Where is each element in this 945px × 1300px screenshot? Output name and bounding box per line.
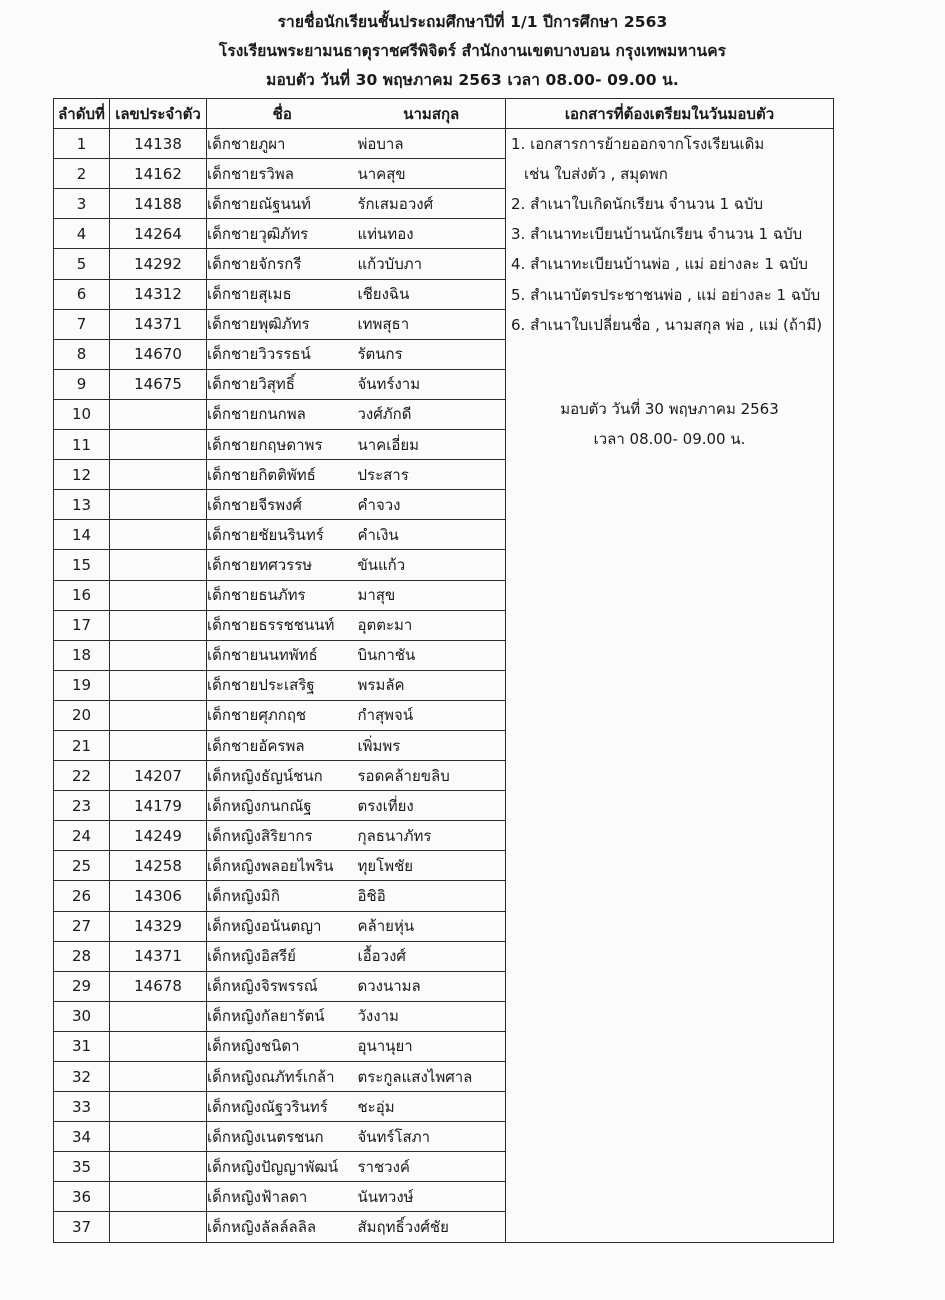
header-documents: เอกสารที่ต้องเตรียมในวันมอบตัว	[506, 99, 834, 129]
row-number: 13	[54, 490, 110, 520]
row-number: 22	[54, 761, 110, 791]
student-id-cell: 14258	[110, 851, 207, 881]
row-number: 4	[54, 219, 110, 249]
student-surname-cell: เพิ่มพร	[358, 730, 506, 760]
student-surname-cell: รอดคล้ายขลิบ	[358, 761, 506, 791]
student-surname-cell: คำจวง	[358, 490, 506, 520]
student-surname-cell: วงศ์ภักดี	[358, 399, 506, 429]
student-id-cell	[110, 1031, 207, 1061]
student-name-cell: เด็กชายวิสุทธิ์	[207, 369, 358, 399]
student-id-cell	[110, 1122, 207, 1152]
student-id-cell	[110, 490, 207, 520]
student-name-cell: เด็กชายกฤษดาพร	[207, 430, 358, 460]
student-surname-cell: ดวงนามล	[358, 971, 506, 1001]
student-id-cell: 14138	[110, 129, 207, 159]
student-name-cell: เด็กชายรวิพล	[207, 159, 358, 189]
student-id-cell: 14179	[110, 791, 207, 821]
student-id-cell	[110, 670, 207, 700]
student-surname-cell: อุตตะมา	[358, 610, 506, 640]
document-item: 6. สำเนาใบเปลี่ยนชื่อ , นามสกุล พ่อ , แม่ (ถ้ามี)	[511, 315, 823, 334]
student-surname-cell: กำสุพจน์	[358, 700, 506, 730]
student-name-cell: เด็กชายพุฒิภัทร	[207, 309, 358, 339]
student-id-cell	[110, 460, 207, 490]
student-name-cell: เด็กชายอัครพล	[207, 730, 358, 760]
student-name-cell: เด็กชายธรรชชนนท์	[207, 610, 358, 640]
student-name-cell: เด็กชายจีรพงศ์	[207, 490, 358, 520]
student-surname-cell: คล้ายหุ่น	[358, 911, 506, 941]
document-item: 3. สำเนาทะเบียนบ้านนักเรียน จำนวน 1 ฉบับ	[511, 225, 803, 244]
student-id-cell: 14329	[110, 911, 207, 941]
row-number: 24	[54, 821, 110, 851]
student-surname-cell: ราชวงค์	[358, 1152, 506, 1182]
row-number: 19	[54, 670, 110, 700]
student-name-cell: เด็กชายนนทพัทธ์	[207, 640, 358, 670]
row-number: 11	[54, 430, 110, 460]
student-id-cell: 14678	[110, 971, 207, 1001]
row-number: 9	[54, 369, 110, 399]
student-name-cell: เด็กชายจักรกรี	[207, 249, 358, 279]
row-number: 5	[54, 249, 110, 279]
row-number: 18	[54, 640, 110, 670]
row-number: 26	[54, 881, 110, 911]
student-id-cell	[110, 730, 207, 760]
student-id-cell	[110, 550, 207, 580]
student-surname-cell: จันทร์โสภา	[358, 1122, 506, 1152]
student-name-cell: เด็กหญิงธัญน์ชนก	[207, 761, 358, 791]
student-name-cell: เด็กชายวิวรรธน์	[207, 339, 358, 369]
header-student-id: เลขประจำตัว	[110, 99, 207, 129]
student-name-cell: เด็กหญิงปัญญาพัฒน์	[207, 1152, 358, 1182]
title-line: รายชื่อนักเรียนชั้นประถมศึกษาปีที่ 1/1 ปีการศึกษา 2563	[277, 13, 668, 31]
student-surname-cell: เอื้อวงศ์	[358, 941, 506, 971]
student-id-cell: 14670	[110, 339, 207, 369]
student-id-cell	[110, 1092, 207, 1122]
student-name-cell: เด็กชายศุภกฤช	[207, 700, 358, 730]
document-item: 5. สำเนาบัตรประชาชนพ่อ , แม่ อย่างละ 1 ฉบับ	[511, 285, 821, 304]
row-number: 14	[54, 520, 110, 550]
student-surname-cell: นันทวงษ์	[358, 1182, 506, 1212]
student-id-cell: 14675	[110, 369, 207, 399]
student-name-cell: เด็กหญิงลัลล์ลลิล	[207, 1212, 358, 1242]
student-name-cell: เด็กชายกิตติพัทธ์	[207, 460, 358, 490]
student-surname-cell: ชะอุ่ม	[358, 1092, 506, 1122]
student-id-cell: 14312	[110, 279, 207, 309]
student-id-cell	[110, 520, 207, 550]
student-surname-cell: อุนานุยา	[358, 1031, 506, 1061]
row-number: 15	[54, 550, 110, 580]
student-surname-cell: นาคเอี่ยม	[358, 430, 506, 460]
student-name-cell: เด็กชายสุเมธ	[207, 279, 358, 309]
row-number: 30	[54, 1001, 110, 1031]
student-surname-cell: แท่นทอง	[358, 219, 506, 249]
row-number: 1	[54, 129, 110, 159]
school-line: โรงเรียนพระยามนธาตุราชศรีพิจิตร์ สำนักงานเขตบางบอน กรุงเทพมหานคร	[218, 42, 727, 60]
student-id-cell	[110, 1001, 207, 1031]
row-number: 6	[54, 279, 110, 309]
student-name-cell: เด็กหญิงมิกิ	[207, 881, 358, 911]
student-id-cell	[110, 610, 207, 640]
student-name-cell: เด็กหญิงณัฐวรินทร์	[207, 1092, 358, 1122]
student-id-cell	[110, 1212, 207, 1242]
student-surname-cell: รัตนกร	[358, 339, 506, 369]
handover-date: มอบตัว วันที่ 30 พฤษภาคม 2563	[560, 399, 779, 418]
student-id-cell: 14371	[110, 309, 207, 339]
student-id-cell: 14207	[110, 761, 207, 791]
student-surname-cell: ตรงเที่ยง	[358, 791, 506, 821]
student-id-cell: 14188	[110, 189, 207, 219]
row-number: 10	[54, 399, 110, 429]
row-number: 21	[54, 730, 110, 760]
student-name-cell: เด็กชายณัฐนนท์	[207, 189, 358, 219]
row-number: 27	[54, 911, 110, 941]
student-surname-cell: แก้วบับภา	[358, 249, 506, 279]
row-number: 8	[54, 339, 110, 369]
student-id-cell	[110, 700, 207, 730]
document-item: เช่น ใบส่งตัว , สมุดพก	[524, 165, 668, 184]
student-name-cell: เด็กหญิงเนตรชนก	[207, 1122, 358, 1152]
header-surname: นามสกุล	[358, 99, 506, 129]
student-id-cell	[110, 1182, 207, 1212]
row-number: 7	[54, 309, 110, 339]
student-id-cell	[110, 1152, 207, 1182]
student-surname-cell: ประสาร	[358, 460, 506, 490]
table-header-row	[54, 99, 834, 129]
table-row	[54, 129, 834, 159]
student-surname-cell: สัมฤทธิ์วงศ์ชัย	[358, 1212, 506, 1242]
student-id-cell: 14162	[110, 159, 207, 189]
student-surname-cell: เชียงฉิน	[358, 279, 506, 309]
student-name-cell: เด็กหญิงสิริยากร	[207, 821, 358, 851]
row-number: 34	[54, 1122, 110, 1152]
student-name-cell: เด็กหญิงจิรพรรณ์	[207, 971, 358, 1001]
row-number: 17	[54, 610, 110, 640]
row-number: 31	[54, 1031, 110, 1061]
roster-body	[54, 129, 834, 1242]
student-id-cell	[110, 399, 207, 429]
handover-time: เวลา 08.00- 09.00 น.	[593, 429, 746, 448]
student-id-cell	[110, 640, 207, 670]
row-number: 33	[54, 1092, 110, 1122]
row-number: 25	[54, 851, 110, 881]
student-id-cell: 14292	[110, 249, 207, 279]
required-documents-cell	[506, 129, 834, 1242]
student-surname-cell: กุลธนาภัทร	[358, 821, 506, 851]
document-item: 4. สำเนาทะเบียนบ้านพ่อ , แม่ อย่างละ 1 ฉบับ	[511, 255, 808, 274]
student-id-cell: 14371	[110, 941, 207, 971]
student-roster-table	[53, 98, 834, 1243]
student-surname-cell: มาสุข	[358, 580, 506, 610]
student-surname-cell: รักเสมอวงศ์	[358, 189, 506, 219]
row-number: 3	[54, 189, 110, 219]
student-name-cell: เด็กหญิงอิสรีย์	[207, 941, 358, 971]
student-name-cell: เด็กชายชัยนรินทร์	[207, 520, 358, 550]
student-name-cell: เด็กหญิงกัลยารัตน์	[207, 1001, 358, 1031]
header-no: ลำดับที่	[54, 99, 110, 129]
document-item: 1. เอกสารการย้ายออกจากโรงเรียนเดิม	[511, 135, 765, 154]
documents-list	[506, 129, 833, 454]
row-number: 32	[54, 1062, 110, 1092]
student-surname-cell: พ่อบาล	[358, 129, 506, 159]
student-name-cell: เด็กชายวุฒิภัทร	[207, 219, 358, 249]
student-surname-cell: วังงาม	[358, 1001, 506, 1031]
student-name-cell: เด็กชายประเสริฐ	[207, 670, 358, 700]
row-number: 12	[54, 460, 110, 490]
row-number: 36	[54, 1182, 110, 1212]
student-surname-cell: เทพสุธา	[358, 309, 506, 339]
row-number: 29	[54, 971, 110, 1001]
row-number: 16	[54, 580, 110, 610]
student-name-cell: เด็กชายกนกพล	[207, 399, 358, 429]
student-id-cell: 14264	[110, 219, 207, 249]
student-surname-cell: พรมลัค	[358, 670, 506, 700]
document-header	[0, 8, 945, 95]
student-surname-cell: ขันแก้ว	[358, 550, 506, 580]
student-name-cell: เด็กหญิงชนิดา	[207, 1031, 358, 1061]
row-number: 35	[54, 1152, 110, 1182]
student-name-cell: เด็กหญิงกนกณัฐ	[207, 791, 358, 821]
student-id-cell	[110, 580, 207, 610]
student-id-cell	[110, 1062, 207, 1092]
document-item: 2. สำเนาใบเกิดนักเรียน จำนวน 1 ฉบับ	[511, 195, 764, 214]
student-surname-cell: จันทร์งาม	[358, 369, 506, 399]
student-surname-cell: อิชิอิ	[358, 881, 506, 911]
student-id-cell	[110, 430, 207, 460]
row-number: 23	[54, 791, 110, 821]
row-number: 37	[54, 1212, 110, 1242]
student-surname-cell: นาคสุข	[358, 159, 506, 189]
student-name-cell: เด็กชายภูผา	[207, 129, 358, 159]
student-name-cell: เด็กหญิงพลอยไพริน	[207, 851, 358, 881]
student-surname-cell: ตระกูลแสงไพศาล	[358, 1062, 506, 1092]
student-id-cell: 14306	[110, 881, 207, 911]
header-name: ชื่อ	[207, 99, 358, 129]
schedule-line: มอบตัว วันที่ 30 พฤษภาคม 2563 เวลา 08.00- 09.00 น.	[266, 71, 679, 89]
student-name-cell: เด็กชายธนภัทร	[207, 580, 358, 610]
row-number: 20	[54, 700, 110, 730]
student-name-cell: เด็กหญิงอนันตญา	[207, 911, 358, 941]
student-surname-cell: คำเงิน	[358, 520, 506, 550]
student-name-cell: เด็กชายทศวรรษ	[207, 550, 358, 580]
student-surname-cell: บินกาชัน	[358, 640, 506, 670]
student-name-cell: เด็กหญิงฟ้าลดา	[207, 1182, 358, 1212]
handover-note	[506, 394, 833, 454]
row-number: 28	[54, 941, 110, 971]
student-id-cell: 14249	[110, 821, 207, 851]
student-surname-cell: ทุยโพชัย	[358, 851, 506, 881]
student-name-cell: เด็กหญิงณภัทร์เกล้า	[207, 1062, 358, 1092]
row-number: 2	[54, 159, 110, 189]
